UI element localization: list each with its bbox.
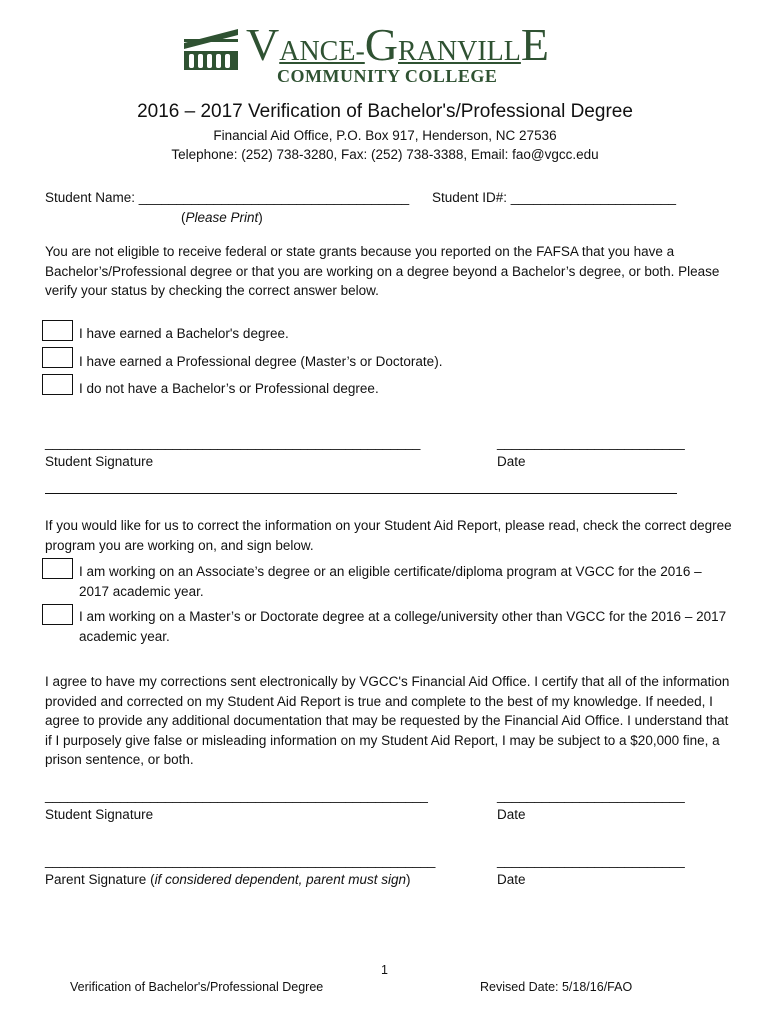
option-masters-label: I am working on a Master’s or Doctorate degree at a college/university other than VGCC for the 2016 – 2017 academic year. bbox=[79, 609, 727, 644]
student-name-field[interactable]: Student Name: ____________________________________ bbox=[45, 190, 410, 205]
date-line-2[interactable]: _________________________ bbox=[497, 788, 685, 803]
date-label-2: Date bbox=[497, 807, 526, 822]
college-subtitle: COMMUNITY COLLEGE bbox=[277, 66, 498, 86]
footer-revised-date: Revised Date: 5/18/16/FAO bbox=[480, 980, 633, 994]
student-signature-line-2[interactable]: ___________________________________________________ bbox=[45, 788, 428, 803]
option-professional-label: I have earned a Professional degree (Master’s or Doctorate). bbox=[79, 354, 443, 369]
print-note: (Please Print) bbox=[181, 210, 263, 225]
parent-date-line[interactable]: _________________________ bbox=[497, 853, 685, 868]
office-contact: Telephone: (252) 738-3280, Fax: (252) 738-3388, Email: fao@vgcc.edu bbox=[171, 147, 599, 162]
footer-doc-name: Verification of Bachelor's/Professional Degree bbox=[70, 980, 324, 994]
page-number: 1 bbox=[381, 963, 388, 977]
checkbox-no-degree[interactable] bbox=[42, 374, 73, 395]
form-title: 2016 – 2017 Verification of Bachelor's/Professional Degree bbox=[137, 101, 633, 122]
college-name: VANCE-GRANVILLE bbox=[246, 19, 549, 70]
agreement-text: I agree to have my corrections sent electronically by VGCC's Financial Aid Office. I certify that all of the information provided and corrected on my Student Aid Report is true and complete to the best of my knowledge. If needed, I agree to provide any additional documentation that may be requested by the Financial Aid Office. I understand that if I purposely give false or misleading information on my Student Aid Report, I may be subject to a $20,000 fine, a prison sentence, or both. bbox=[45, 674, 730, 767]
option-no-degree-label: I do not have a Bachelor’s or Professional degree. bbox=[79, 381, 379, 396]
correction-intro: If you would like for us to correct the information on your Student Aid Report, please read, check the correct degree program you are working on, and sign below. bbox=[45, 518, 732, 553]
student-id-field[interactable]: Student ID#: ______________________ bbox=[432, 190, 676, 205]
checkbox-bachelors[interactable] bbox=[42, 320, 73, 341]
parent-date-label: Date bbox=[497, 872, 526, 887]
office-address: Financial Aid Office, P.O. Box 917, Henderson, NC 27536 bbox=[213, 128, 557, 143]
parent-signature-label: Parent Signature (if considered dependent, parent must sign) bbox=[45, 872, 411, 887]
date-label-1: Date bbox=[497, 454, 526, 469]
checkbox-professional[interactable] bbox=[42, 347, 73, 368]
option-bachelors-label: I have earned a Bachelor's degree. bbox=[79, 326, 289, 341]
section-divider bbox=[45, 493, 677, 494]
checkbox-associates[interactable] bbox=[42, 558, 73, 579]
eligibility-intro: You are not eligible to receive federal or state grants because you reported on the FAFSA that you have a Bachelor’s/Professional degree or that you are working on a degree beyond a Bachelor’s degree, or both. Please verify your status by checking the correct answer below. bbox=[45, 244, 720, 298]
date-line-1[interactable]: _________________________ bbox=[497, 435, 685, 450]
parent-signature-line[interactable]: ____________________________________________________ bbox=[45, 853, 436, 868]
checkbox-masters[interactable] bbox=[42, 604, 73, 625]
student-signature-label-1: Student Signature bbox=[45, 454, 154, 469]
student-signature-line-1[interactable]: __________________________________________________ bbox=[45, 435, 421, 450]
option-associates-label: I am working on an Associate’s degree or an eligible certificate/diploma program at VGCC for the 2016 – 2017 academic year. bbox=[79, 564, 702, 599]
building-columns-icon bbox=[182, 27, 240, 71]
student-signature-label-2: Student Signature bbox=[45, 807, 154, 822]
